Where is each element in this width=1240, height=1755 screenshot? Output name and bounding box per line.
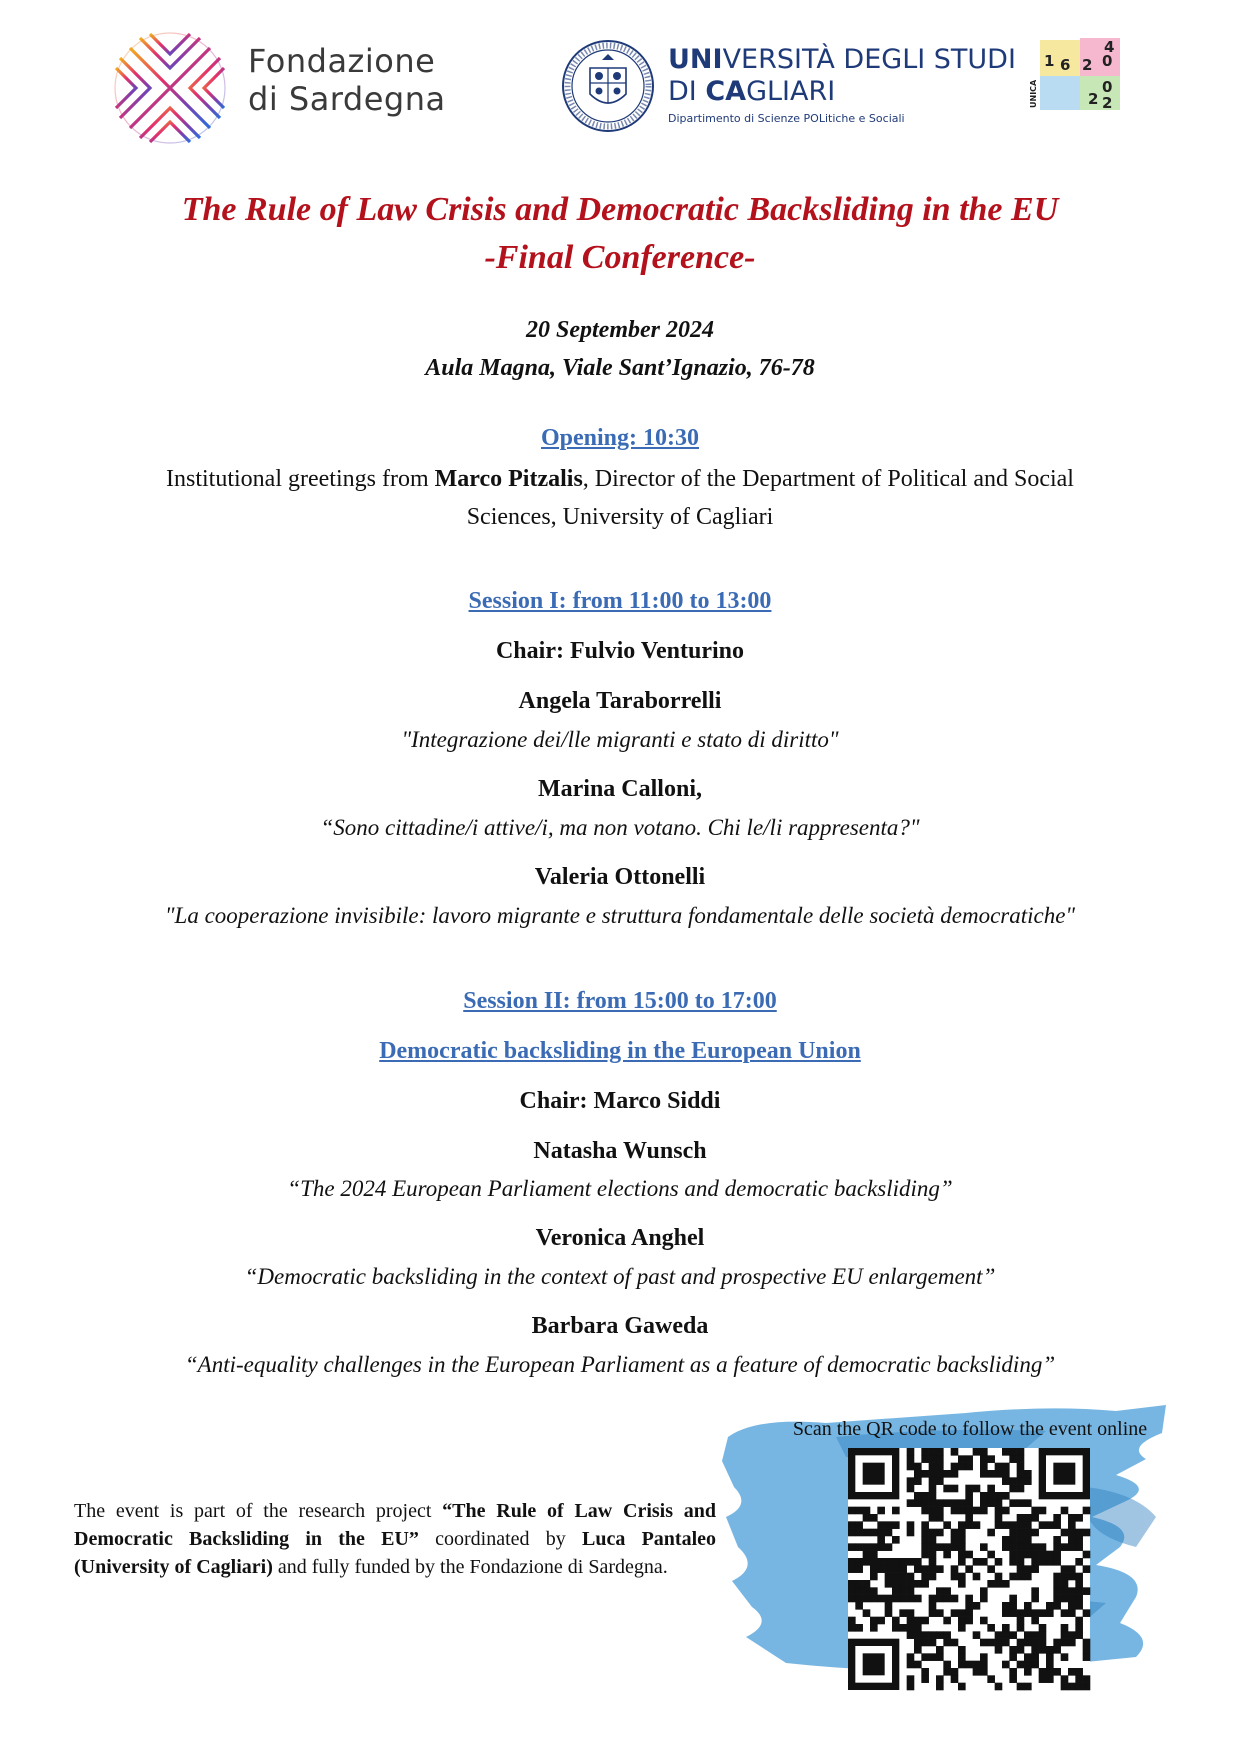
session2-talk-1: “The 2024 European Parliament elections and democratic backsliding” [287,1176,953,1201]
session2-subheading [0,1038,1240,1065]
title-line2: -Final Conference- [484,239,756,276]
funding-text3: and fully funded by the Fondazione di Sardegna. [272,1556,668,1578]
session2-subheading-text: Democratic backsliding in the European Union [379,1038,861,1064]
department-name: Dipartimento di Scienze POLitiche e Sociali [668,112,905,125]
event-venue: Aula Magna, Viale Sant’Ignazio, 76-78 [425,355,815,381]
session1-speaker-1: Angela Taraborrelli [518,688,722,714]
funding-text1: The event is part of the research project [74,1500,443,1522]
funding-project: “The Rule of Law Crisis and Democratic Backsliding in the EU” [74,1500,717,1550]
grid-side-text: UNICA [1029,79,1038,108]
event-date: 20 September 2024 [526,317,714,343]
session1-chair: Chair: Fulvio Venturino [495,638,745,664]
funding-note [74,1497,716,1581]
opening-heading-text: Opening: 10:30 [540,425,699,451]
session2-heading [0,988,1240,1015]
university-seal-icon [560,38,656,134]
university-line1 [668,44,1016,76]
opening-speaker: Marco Pitzalis [434,466,583,492]
opening-heading [0,425,1240,452]
session2-talk-3: “Anti-equality challenges in the European Parliament as a feature of democratic backsliding” [184,1352,1056,1377]
fondazione-wordmark [248,42,446,118]
event-details [0,311,1240,387]
funding-text2: coordinated by [418,1528,582,1550]
session1-talk-3: "La cooperazione invisibile: lavoro migrante e struttura fondamentale delle società democratiche" [164,903,1076,928]
session1-speaker-2: Marina Calloni, [537,776,702,802]
session2-speaker-2: Veronica Anghel [535,1225,705,1251]
session2-talk-2: “Democratic backsliding in the context of past and prospective EU enlargement” [244,1264,996,1289]
university-line2-rest: GLIARI [746,76,836,107]
conference-title [0,186,1240,282]
session1-speaker-3: Valeria Ottonelli [534,864,706,890]
university-line1-strong: UNI [668,44,723,75]
grid-digit-4: 0 [1102,52,1113,70]
university-line2-plain: DI [668,76,706,107]
header-logos [0,0,1240,150]
title-line1: The Rule of Law Crisis and Democratic Backsliding in the EU [181,191,1059,228]
opening-line2: Sciences, University of Cagliari [466,504,774,530]
university-line2 [668,76,1016,108]
grid-digit-1: 1 [1044,52,1055,70]
session1-talk-1: "Integrazione dei/lle migranti e stato di diritto" [401,727,839,752]
university-line1-rest: VERSITÀ DEGLI STUDI [722,44,1016,75]
opening-before: Institutional greetings from [166,466,435,492]
session2-speaker-1: Natasha Wunsch [533,1138,707,1164]
fondazione-line1: Fondazione [248,42,436,80]
opening-line1 [0,460,1240,498]
grid-digit-6: 2 [1088,90,1099,108]
session2-heading-text: Session II: from 15:00 to 17:00 [463,988,777,1014]
session2-chair: Chair: Marco Siddi [519,1088,721,1114]
session1-heading-text: Session I: from 11:00 to 13:00 [468,588,772,614]
fondazione-di-sardegna-logo [110,28,230,148]
grid-digit-3: 2 [1082,56,1093,74]
opening-text [0,460,1240,536]
grid-digit-7: 0 [1102,78,1113,96]
university-line2-strong: CA [705,76,747,107]
qr-code-icon[interactable] [848,1448,1090,1690]
unica-anniversary-logo [1030,36,1120,112]
session1-talk-2: “Sono cittadine/i attive/i, ma non votano. Chi le/li rappresenta?" [320,815,920,840]
opening-after: , Director of the Department of Political and Social [582,466,1074,492]
grid-digit-2: 6 [1060,56,1071,74]
university-wordmark [668,44,1016,127]
grid-digit-8: 2 [1102,94,1113,112]
session1-heading [0,588,1240,615]
grid-digit-5: 4 [1104,38,1115,56]
session2-speaker-3: Barbara Gaweda [531,1313,709,1339]
funding-coordinator: Luca Pantaleo (University of Cagliari) [74,1528,716,1578]
fondazione-line2: di Sardegna [248,80,446,118]
qr-caption: Scan the QR code to follow the event online [792,1418,1148,1440]
